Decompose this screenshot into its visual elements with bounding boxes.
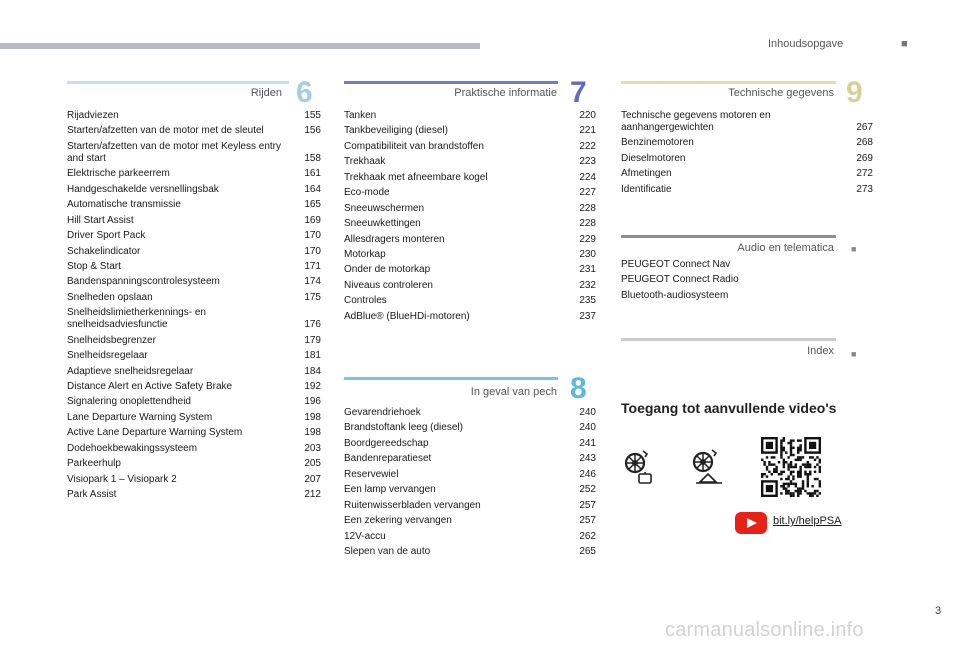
toc-entry[interactable] (67, 246, 321, 258)
toc-entry-page: 240 (579, 407, 596, 418)
toc-entry-label: Gevarendriehoek (344, 407, 421, 418)
toc-entry[interactable] (344, 515, 596, 527)
toc-entry-label: Sneeuwschermen (344, 202, 425, 214)
toc-entry-page: 240 (579, 422, 596, 434)
toc-entry-page: 181 (304, 350, 321, 362)
toc-entry-label: Snelheidslimietherkennings- en snelheidsadviesfunctie (67, 307, 206, 331)
toc-entry-label: Stop & Start (67, 260, 121, 272)
toc-entry-page: 228 (579, 218, 596, 230)
toc-entry[interactable] (67, 489, 321, 501)
toc-entry-page: 169 (304, 214, 321, 226)
toc-entry-page: 267 (856, 122, 873, 133)
toc-entry[interactable] (344, 531, 596, 543)
toc-entry-label: Eco-mode (344, 187, 390, 199)
toc-entry[interactable] (621, 274, 836, 286)
toc-entry-label: Park Assist (67, 489, 117, 501)
toc-entry-page: 220 (579, 110, 596, 121)
toc-entry-page: 257 (579, 499, 596, 511)
toc-list-technisch (621, 110, 873, 199)
toc-entry[interactable] (67, 215, 321, 227)
toc-entry-page: 231 (579, 264, 596, 276)
toc-entry-page: 164 (304, 183, 321, 195)
toc-entry-label: Controles (344, 295, 387, 307)
toc-entry[interactable] (67, 307, 321, 331)
toc-entry-page: 232 (579, 279, 596, 291)
toc-entry-label: Sneeuwkettingen (344, 218, 421, 230)
wheel-jack-icon (690, 448, 726, 488)
toc-entry-page: 272 (856, 168, 873, 180)
toc-entry-label: Trekhaak (344, 156, 386, 168)
toc-entry-page: 165 (304, 199, 321, 211)
toc-entry-label: Tanken (344, 110, 377, 121)
toc-list-audio (621, 259, 836, 305)
toc-entry-page: 229 (579, 233, 596, 245)
toc-entry-page: 207 (304, 473, 321, 485)
toc-entry-label: Schakelindicator (67, 245, 141, 257)
toc-entry-label: Benzinemotoren (621, 137, 694, 149)
toc-entry[interactable] (344, 218, 596, 230)
toc-entry-label: Een zekering vervangen (344, 515, 452, 527)
video-section-title: Toegang tot aanvullende video's (621, 400, 837, 416)
toc-entry-label: Bandenreparatieset (344, 453, 432, 465)
qr-code-icon (761, 437, 821, 497)
toc-entry-label: Adaptieve snelheidsregelaar (67, 365, 194, 377)
toc-entry-label: Bandenspanningscontrolesysteem (67, 276, 220, 288)
toc-entry-page: 222 (579, 140, 596, 152)
toc-entry[interactable] (67, 141, 321, 165)
toc-entry-label: Handgeschakelde versnellingsbak (67, 183, 219, 195)
toc-entry-page: 262 (579, 530, 596, 542)
section-number-pech: 8 (570, 372, 587, 405)
toc-entry-label: Elektrische parkeerrem (67, 168, 170, 180)
toc-entry[interactable] (67, 366, 321, 378)
toc-entry-page: 174 (304, 276, 321, 288)
toc-entry-label: Snelheidsbegrenzer (67, 334, 156, 346)
toc-entry-page: 171 (304, 260, 321, 272)
toc-entry-label: Starten/afzetten van de motor met de sleutel (67, 125, 264, 137)
toc-entry-label: Driver Sport Pack (67, 230, 146, 242)
toc-entry[interactable] (67, 427, 321, 439)
toc-entry[interactable] (67, 168, 321, 180)
toc-entry[interactable] (344, 234, 596, 246)
toc-entry[interactable] (344, 484, 596, 496)
toc-entry[interactable] (67, 443, 321, 455)
toc-entry-page: 227 (579, 187, 596, 199)
toc-entry-label: Slepen van de auto (344, 545, 431, 557)
toc-entry-page: 223 (579, 156, 596, 168)
toc-entry-label: Snelheidsregelaar (67, 350, 148, 362)
toc-entry-label: Afmetingen (621, 168, 672, 180)
toc-entry[interactable] (67, 292, 321, 304)
toc-entry-page: 176 (304, 319, 321, 331)
toc-entry-label: Een lamp vervangen (344, 484, 436, 496)
section-number-technisch: 9 (846, 76, 863, 109)
toc-entry[interactable] (67, 381, 321, 393)
toc-entry-page: 252 (579, 484, 596, 496)
toc-entry-page: 196 (304, 396, 321, 408)
toc-entry-page: 184 (304, 365, 321, 377)
toc-entry[interactable] (67, 125, 321, 137)
toc-entry[interactable] (67, 110, 321, 122)
toc-entry-page: 269 (856, 152, 873, 164)
toc-entry[interactable] (344, 500, 596, 512)
header-marker: ■ (901, 38, 908, 50)
toc-entry[interactable] (67, 474, 321, 486)
section-title-pech: In geval van pech (470, 386, 557, 398)
section-bar-audio (621, 235, 836, 238)
toc-entry-label: Ruitenwisserbladen vervangen (344, 499, 481, 511)
toc-entry-label: Active Lane Departure Warning System (67, 427, 243, 439)
section-marker-audio: ■ (851, 244, 857, 254)
toc-entry[interactable] (67, 230, 321, 242)
toc-entry[interactable] (67, 350, 321, 362)
toc-entry-label: 12V-accu (344, 530, 386, 542)
toc-entry[interactable] (344, 295, 596, 307)
toc-entry-label: PEUGEOT Connect Radio (621, 274, 739, 286)
page-header-title: Inhoudsopgave (768, 38, 844, 50)
toc-entry[interactable] (621, 137, 873, 149)
toc-entry-label: Niveaus controleren (344, 279, 433, 291)
toc-entry-page: 228 (579, 202, 596, 214)
toc-entry[interactable] (621, 110, 873, 134)
toc-entry-page: 170 (304, 245, 321, 257)
toc-entry-page: 175 (304, 291, 321, 303)
toc-entry-page: 273 (856, 183, 873, 195)
toc-entry-label: Trekhaak met afneembare kogel (344, 171, 488, 183)
toc-entry-label: Onder de motorkap (344, 264, 431, 276)
toc-list-rijden (67, 110, 321, 505)
section-bar-praktisch (344, 81, 558, 84)
toc-entry-label: Signalering onoplettendheid (67, 396, 191, 408)
toc-entry-page: 198 (304, 411, 321, 423)
help-video-link[interactable]: bit.ly/helpPSA (773, 515, 842, 527)
toc-entry-page: 221 (579, 125, 596, 137)
watermark: carmanualsonline.info (665, 619, 864, 641)
toc-entry-label: Rijadviezen (67, 110, 119, 121)
toc-entry-page: 224 (579, 171, 596, 183)
toc-entry-label: Identificatie (621, 183, 672, 195)
toc-entry-page: 203 (304, 442, 321, 454)
toc-entry-page: 241 (579, 437, 596, 449)
toc-entry[interactable] (67, 335, 321, 347)
toc-entry[interactable] (344, 249, 596, 261)
toc-entry-page: 179 (304, 334, 321, 346)
toc-entry-page: 246 (579, 468, 596, 480)
toc-entry-page: 158 (304, 152, 321, 164)
toc-entry[interactable] (621, 168, 873, 180)
header-bar (0, 43, 480, 49)
toc-entry-label: Technische gegevens motoren en aanhangergewichten (621, 110, 771, 133)
toc-entry-label: Boordgereedschap (344, 437, 429, 449)
toc-entry-page: 161 (304, 168, 321, 180)
youtube-play-icon[interactable] (735, 512, 767, 534)
toc-entry-label: Brandstoftank leeg (diesel) (344, 422, 463, 434)
toc-entry-label: Dodehoekbewakingssysteem (67, 442, 198, 454)
section-title-rijden: Rijden (250, 87, 282, 99)
toc-entry-label: Snelheden opslaan (67, 291, 153, 303)
toc-entry-page: 156 (304, 125, 321, 137)
toc-entry[interactable] (344, 453, 596, 465)
toc-entry-label: Compatibiliteit van brandstoffen (344, 140, 484, 152)
toc-entry[interactable] (344, 110, 596, 122)
toc-entry[interactable] (67, 184, 321, 196)
toc-entry-label: Bluetooth-audiosysteem (621, 289, 729, 301)
toc-entry-page: 192 (304, 381, 321, 392)
section-bar-rijden (67, 81, 289, 84)
toc-entry[interactable] (344, 141, 596, 153)
toc-entry-label: Motorkap (344, 248, 386, 260)
section-bar-technisch (621, 81, 836, 84)
toc-entry-page: 235 (579, 295, 596, 307)
toc-entry-label: Automatische transmissie (67, 199, 181, 211)
toc-entry-label: Parkeerhulp (67, 458, 121, 470)
toc-entry[interactable] (67, 276, 321, 288)
section-title-technisch: Technische gegevens (728, 87, 834, 99)
toc-entry-page: 265 (579, 545, 596, 557)
section-bar-index (621, 338, 836, 341)
wheel-kit-icon (622, 448, 658, 488)
toc-entry[interactable] (344, 280, 596, 292)
toc-entry-label: PEUGEOT Connect Nav (621, 259, 731, 270)
toc-entry-label: Hill Start Assist (67, 214, 134, 226)
section-title-audio: Audio en telematica (737, 242, 834, 254)
toc-entry-page: 237 (579, 310, 596, 322)
toc-entry[interactable] (344, 156, 596, 168)
toc-entry[interactable] (621, 290, 836, 302)
toc-entry-label: Starten/afzetten van de motor met Keyless entry and start (67, 140, 281, 164)
toc-entry-page: 198 (304, 427, 321, 439)
toc-entry-label: Reservewiel (344, 468, 399, 480)
toc-entry-label: Visiopark 1 – Visiopark 2 (67, 473, 177, 485)
section-marker-index: ■ (851, 349, 857, 359)
toc-entry-label: Lane Departure Warning System (67, 411, 213, 423)
toc-entry[interactable] (344, 546, 596, 558)
section-number-praktisch: 7 (570, 76, 587, 109)
toc-entry[interactable] (621, 184, 873, 196)
toc-entry-page: 230 (579, 248, 596, 260)
toc-entry-label: Allesdragers monteren (344, 233, 445, 245)
toc-entry-page: 205 (304, 458, 321, 470)
toc-list-pech (344, 407, 596, 561)
toc-entry[interactable] (67, 261, 321, 273)
toc-entry[interactable] (67, 199, 321, 211)
section-number-rijden: 6 (296, 76, 313, 109)
toc-entry-page: 155 (304, 110, 321, 121)
toc-entry[interactable] (344, 187, 596, 199)
toc-entry-label: AdBlue® (BlueHDi-motoren) (344, 310, 470, 322)
toc-entry[interactable] (344, 125, 596, 137)
toc-entry[interactable] (344, 264, 596, 276)
toc-entry-label: Tankbeveiliging (diesel) (344, 125, 448, 137)
section-bar-pech (344, 377, 558, 380)
toc-entry[interactable] (344, 203, 596, 215)
toc-entry[interactable] (344, 469, 596, 481)
toc-entry-page: 212 (304, 489, 321, 501)
section-title-index: Index (807, 345, 834, 357)
toc-entry[interactable] (344, 422, 596, 434)
toc-entry[interactable] (67, 412, 321, 424)
toc-entry-page: 170 (304, 230, 321, 242)
toc-entry-page: 243 (579, 453, 596, 465)
toc-entry-label: Distance Alert en Active Safety Brake (67, 381, 233, 392)
toc-entry-page: 268 (856, 137, 873, 149)
toc-entry[interactable] (344, 172, 596, 184)
toc-list-praktisch (344, 110, 596, 326)
toc-entry[interactable] (344, 407, 596, 419)
toc-entry[interactable] (67, 396, 321, 408)
section-title-praktisch: Praktische informatie (454, 87, 557, 99)
toc-entry[interactable] (67, 458, 321, 470)
toc-entry-page: 257 (579, 515, 596, 527)
toc-entry[interactable] (344, 311, 596, 323)
toc-entry-label: Dieselmotoren (621, 152, 686, 164)
page-number: 3 (935, 605, 942, 617)
toc-entry[interactable] (621, 259, 836, 271)
toc-entry[interactable] (621, 153, 873, 165)
toc-entry[interactable] (344, 438, 596, 450)
